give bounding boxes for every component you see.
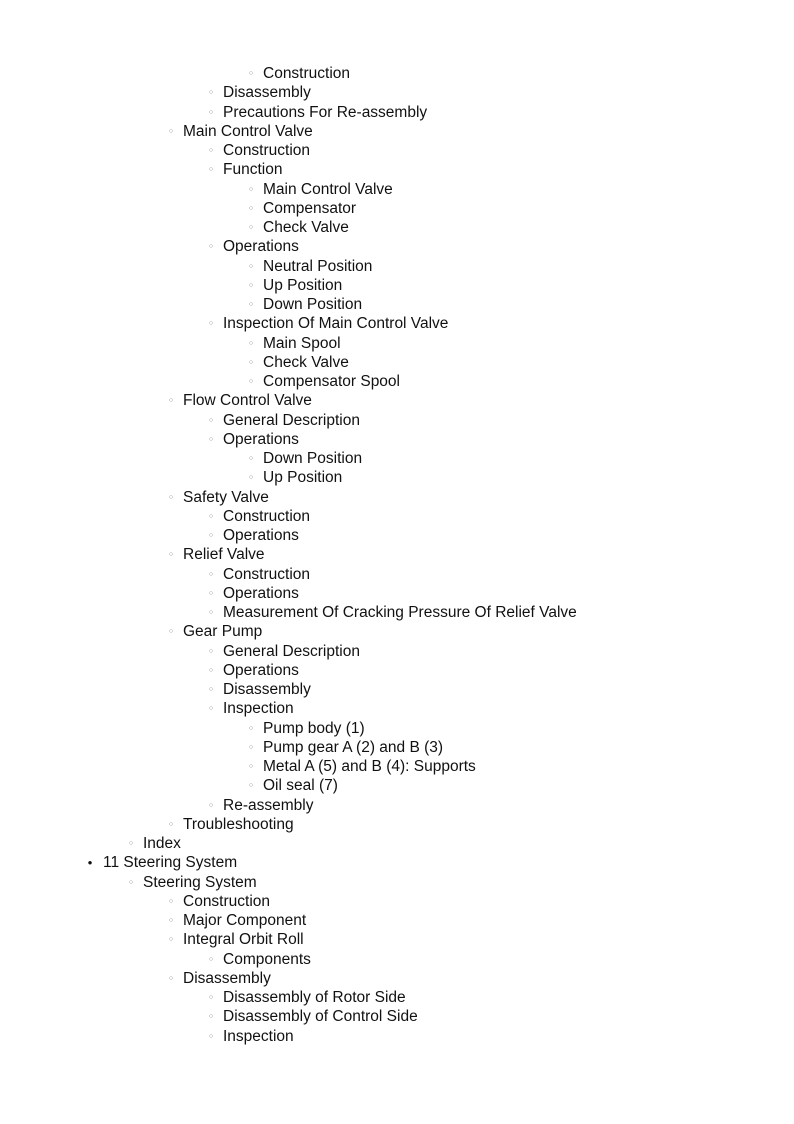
- toc-entry-label[interactable]: Troubleshooting: [183, 815, 294, 833]
- hollow-bullet-icon: ○: [208, 435, 214, 443]
- toc-entry-label[interactable]: Disassembly: [223, 84, 311, 102]
- toc-entry-label[interactable]: Inspection: [223, 1027, 294, 1045]
- toc-entry-label[interactable]: Inspection Of Main Control Valve: [223, 315, 449, 333]
- toc-entry[interactable]: [0, 699, 794, 718]
- hollow-bullet-icon: ○: [248, 378, 254, 385]
- toc-entry[interactable]: [0, 661, 794, 680]
- hollow-bullet-icon: ○: [248, 743, 254, 751]
- toc-entry[interactable]: [0, 892, 794, 911]
- toc-entry[interactable]: [0, 873, 794, 892]
- hollow-bullet-icon: ○: [208, 243, 214, 251]
- hollow-bullet-icon: ○: [248, 474, 254, 482]
- toc-entry-label[interactable]: Steering System: [143, 873, 257, 891]
- toc-entry[interactable]: [0, 180, 794, 199]
- toc-entry-label[interactable]: Main Spool: [263, 334, 341, 352]
- toc-entry-label[interactable]: Oil seal (7): [263, 777, 338, 795]
- toc-entry-label[interactable]: Neutral Position: [263, 257, 373, 275]
- hollow-bullet-icon: ○: [248, 224, 254, 231]
- toc-entry-label[interactable]: Major Component: [183, 912, 307, 929]
- toc-entry[interactable]: [0, 584, 794, 603]
- toc-entry[interactable]: [0, 526, 794, 545]
- hollow-bullet-icon: ○: [128, 878, 134, 886]
- hollow-bullet-icon: ○: [208, 416, 214, 424]
- hollow-bullet-icon: ○: [248, 782, 254, 790]
- hollow-bullet-icon: ○: [168, 974, 174, 982]
- toc-entry[interactable]: [0, 468, 794, 487]
- toc-entry-label[interactable]: Compensator Spool: [263, 373, 400, 390]
- toc-entry[interactable]: [0, 988, 794, 1007]
- toc-entry-label[interactable]: Operations: [223, 661, 299, 679]
- table-of-contents: [0, 64, 794, 1046]
- hollow-bullet-icon: ○: [168, 397, 174, 405]
- toc-entry[interactable]: [0, 237, 794, 256]
- hollow-bullet-icon: ○: [168, 936, 174, 944]
- hollow-bullet-icon: ○: [168, 493, 174, 501]
- hollow-bullet-icon: ○: [208, 994, 214, 1001]
- hollow-bullet-icon: ○: [248, 763, 254, 770]
- hollow-bullet-icon: ○: [168, 127, 174, 135]
- hollow-bullet-icon: ○: [248, 70, 254, 77]
- toc-entry[interactable]: [0, 449, 794, 468]
- toc-entry[interactable]: [0, 411, 794, 430]
- hollow-bullet-icon: ○: [208, 647, 214, 655]
- toc-entry-label[interactable]: Function: [223, 161, 283, 179]
- toc-entry-label[interactable]: Re-assembly: [223, 796, 314, 814]
- toc-entry[interactable]: [0, 334, 794, 353]
- hollow-bullet-icon: ○: [168, 628, 174, 636]
- hollow-bullet-icon: ○: [208, 89, 214, 97]
- hollow-bullet-icon: ○: [168, 917, 174, 924]
- toc-entry-label[interactable]: Index: [143, 835, 181, 852]
- toc-entry[interactable]: [0, 83, 794, 102]
- toc-entry[interactable]: [0, 757, 794, 776]
- toc-entry-label[interactable]: General Description: [223, 642, 360, 660]
- hollow-bullet-icon: ○: [248, 301, 254, 308]
- toc-entry-label[interactable]: Down Position: [263, 296, 363, 313]
- toc-entry-label[interactable]: Operations: [223, 527, 299, 544]
- toc-entry[interactable]: [0, 834, 794, 853]
- toc-entry-label[interactable]: Construction: [223, 565, 311, 583]
- toc-entry[interactable]: [0, 353, 794, 372]
- toc-entry[interactable]: [0, 815, 794, 834]
- toc-entry-label[interactable]: Down Position: [263, 450, 363, 467]
- hollow-bullet-icon: ○: [168, 897, 174, 905]
- toc-entry[interactable]: [0, 969, 794, 988]
- toc-entry-label[interactable]: Components: [223, 950, 311, 968]
- toc-entry[interactable]: [0, 603, 794, 622]
- hollow-bullet-icon: ○: [208, 147, 214, 154]
- hollow-bullet-icon: ○: [208, 320, 214, 328]
- toc-entry[interactable]: [0, 1027, 794, 1046]
- toc-entry[interactable]: [0, 488, 794, 507]
- hollow-bullet-icon: ○: [248, 281, 254, 289]
- toc-entry-label[interactable]: Main Control Valve: [183, 122, 313, 140]
- toc-entry-label[interactable]: Operations: [223, 584, 299, 602]
- toc-entry-label[interactable]: Construction: [263, 65, 351, 82]
- toc-entry-label[interactable]: Construction: [183, 892, 271, 910]
- toc-entry[interactable]: [0, 295, 794, 314]
- hollow-bullet-icon: ○: [248, 262, 254, 270]
- hollow-bullet-icon: ○: [208, 166, 214, 174]
- hollow-bullet-icon: ○: [208, 108, 214, 116]
- hollow-bullet-icon: ○: [168, 551, 174, 559]
- toc-entry[interactable]: [0, 507, 794, 526]
- hollow-bullet-icon: ○: [248, 204, 254, 212]
- hollow-bullet-icon: ○: [208, 609, 214, 616]
- toc-entry[interactable]: [0, 391, 794, 410]
- toc-entry[interactable]: [0, 738, 794, 757]
- toc-entry-label[interactable]: Check Valve: [263, 219, 349, 236]
- toc-entry[interactable]: [0, 796, 794, 815]
- toc-entry[interactable]: [0, 64, 794, 83]
- hollow-bullet-icon: ○: [208, 532, 214, 539]
- toc-entry-label[interactable]: Pump body (1): [263, 719, 365, 737]
- toc-entry-label[interactable]: Main Control Valve: [263, 180, 393, 198]
- toc-entry-label[interactable]: Operations: [223, 238, 299, 256]
- hollow-bullet-icon: ○: [208, 955, 214, 963]
- hollow-bullet-icon: ○: [248, 339, 254, 347]
- toc-entry[interactable]: [0, 276, 794, 295]
- toc-entry[interactable]: [0, 141, 794, 160]
- hollow-bullet-icon: ○: [248, 358, 254, 366]
- toc-entry-label[interactable]: Up Position: [263, 469, 343, 487]
- hollow-bullet-icon: ○: [248, 724, 254, 732]
- toc-entry-label[interactable]: Disassembly of Control Side: [223, 1008, 418, 1026]
- toc-entry[interactable]: [0, 950, 794, 969]
- hollow-bullet-icon: ○: [208, 1013, 214, 1021]
- hollow-bullet-icon: ○: [208, 705, 214, 713]
- toc-entry[interactable]: [0, 199, 794, 218]
- toc-entry-label[interactable]: Relief Valve: [183, 546, 265, 564]
- toc-entry[interactable]: [0, 430, 794, 449]
- toc-entry-label[interactable]: Gear Pump: [183, 623, 263, 641]
- toc-entry[interactable]: [0, 160, 794, 179]
- toc-entry-label[interactable]: Safety Valve: [183, 488, 269, 506]
- toc-entry[interactable]: [0, 622, 794, 641]
- hollow-bullet-icon: ○: [248, 455, 254, 462]
- toc-entry[interactable]: [0, 314, 794, 333]
- toc-entry[interactable]: [0, 122, 794, 141]
- toc-entry-label[interactable]: Flow Control Valve: [183, 392, 312, 410]
- hollow-bullet-icon: ○: [248, 185, 254, 193]
- hollow-bullet-icon: ○: [128, 840, 134, 847]
- hollow-bullet-icon: ○: [208, 801, 214, 809]
- filled-bullet-icon: •: [87, 855, 93, 871]
- toc-entry[interactable]: [0, 719, 794, 738]
- toc-entry-label[interactable]: Pump gear A (2) and B (3): [263, 738, 444, 756]
- toc-entry[interactable]: [0, 642, 794, 661]
- toc-entry-label[interactable]: Integral Orbit Roll: [183, 931, 304, 949]
- toc-entry-label[interactable]: Metal A (5) and B (4): Supports: [263, 758, 476, 775]
- toc-entry-label[interactable]: Inspection: [223, 700, 294, 718]
- toc-entry-label[interactable]: Construction: [223, 142, 311, 159]
- hollow-bullet-icon: ○: [208, 570, 214, 578]
- toc-entry[interactable]: [0, 372, 794, 391]
- toc-entry-label[interactable]: Operations: [223, 430, 299, 448]
- toc-entry[interactable]: [0, 776, 794, 795]
- toc-entry[interactable]: [0, 257, 794, 276]
- toc-entry-label[interactable]: Up Position: [263, 276, 343, 294]
- toc-entry[interactable]: [0, 565, 794, 584]
- toc-entry-label[interactable]: Compensator: [263, 199, 357, 217]
- hollow-bullet-icon: ○: [208, 589, 214, 597]
- toc-entry-label[interactable]: Disassembly: [223, 681, 311, 698]
- hollow-bullet-icon: ○: [208, 512, 214, 520]
- hollow-bullet-icon: ○: [208, 1032, 214, 1040]
- toc-entry-label[interactable]: Precautions For Re-assembly: [223, 103, 428, 121]
- toc-entry-label[interactable]: Check Valve: [263, 353, 349, 371]
- toc-entry-label[interactable]: Construction: [223, 507, 311, 525]
- toc-entry-label[interactable]: Disassembly of Rotor Side: [223, 989, 406, 1006]
- toc-entry-label[interactable]: 11 Steering System: [103, 854, 238, 872]
- hollow-bullet-icon: ○: [208, 686, 214, 693]
- toc-entry[interactable]: [0, 1007, 794, 1026]
- toc-entry[interactable]: [0, 103, 794, 122]
- toc-entry[interactable]: [0, 911, 794, 930]
- hollow-bullet-icon: ○: [208, 666, 214, 674]
- toc-entry-label[interactable]: General Description: [223, 411, 360, 429]
- toc-entry[interactable]: [0, 680, 794, 699]
- toc-entry[interactable]: [0, 930, 794, 949]
- toc-entry[interactable]: [0, 853, 794, 872]
- toc-entry[interactable]: [0, 218, 794, 237]
- toc-entry-label[interactable]: Measurement Of Cracking Pressure Of Relief Valve: [223, 604, 577, 621]
- hollow-bullet-icon: ○: [168, 820, 174, 828]
- toc-entry-label[interactable]: Disassembly: [183, 969, 271, 987]
- toc-entry[interactable]: [0, 545, 794, 564]
